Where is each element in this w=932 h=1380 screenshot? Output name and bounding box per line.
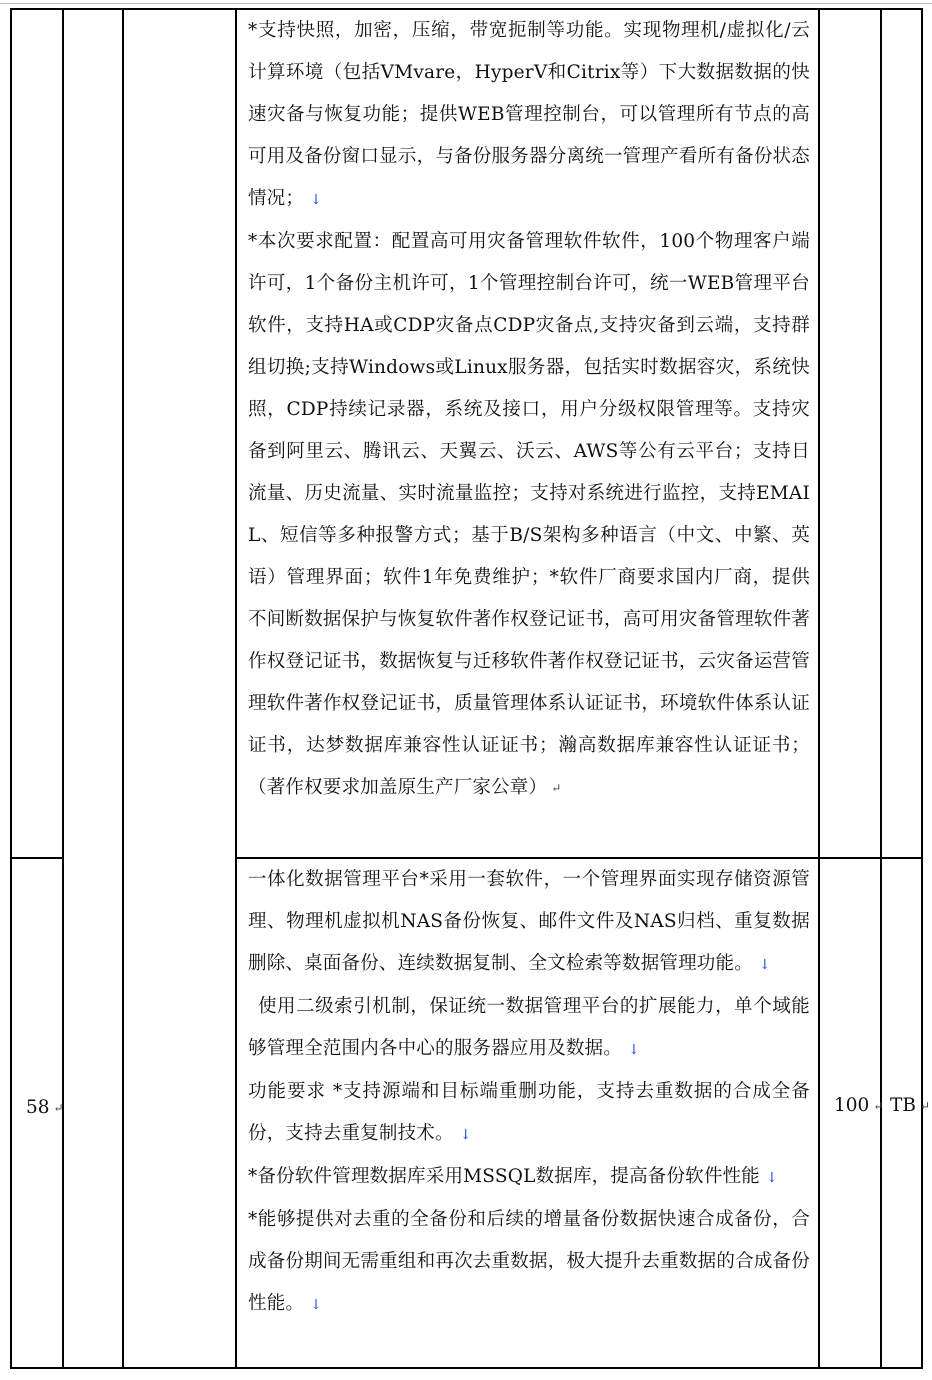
paragraph-arrow-icon: ↓: [765, 1170, 778, 1186]
table-border-bottom: [10, 1367, 923, 1369]
upper-paragraph-2-text: *本次要求配置：配置高可用灾备管理软件软件，100个物理客户端许可，1个备份主机许可，1个管理控制台许可，统一WEB管理平台软件，支持HA或CDP灾备点CDP灾备点,支持灾备到云端，支持群组切换;支持Windows或Linux服务器，包括实时数据容灾，系统快照，CDP持续记录器，系统及接口，用户分级权限管理等。支持灾备到阿里云、腾讯云、天翼云、沃云、AWS等公有云平台；支持日流量、历史流量、实时流量监控；支持对系统进行监控，支持EMAIL、短信等多种报警方式；基于B/S架构多种语言（中文、中繁、英语）管理界面；软件1年免费维护；*软件厂商要求国内厂商，提供不间断数据保护与恢复软件著作权登记证书，高可用灾备管理软件著作权登记证书，数据恢复与迁移软件著作权登记证书，云灾备运营管理软件著作权登记证书，质量管理体系认证证书，环境软件体系认证证书，达梦数据库兼容性认证证书；瀚高数据库兼容性认证证书；（著作权要求加盖原生产厂家公章）: [248, 231, 810, 798]
cell-end-icon: ↵: [873, 1099, 884, 1113]
row58-paragraph-2-text: 使用二级索引机制，保证统一数据管理平台的扩展能力，单个域能够管理全范围内各中心的服务器应用及数据。: [248, 996, 810, 1059]
upper-paragraph-1: [248, 10, 810, 221]
paragraph-arrow-icon: ↓: [459, 1127, 472, 1143]
table-border-col4: [818, 8, 820, 1369]
row58-paragraph-5: [248, 1199, 810, 1326]
paragraph-arrow-icon: ↓: [310, 192, 323, 208]
cell-end-icon: ↵: [53, 1101, 64, 1115]
unit-cell: [890, 1095, 930, 1116]
row58-paragraph-5-text: *能够提供对去重的全备份和后续的增量备份数据快速合成备份，合成备份期间无需重组和再次去重数据，极大提升去重数据的合成备份性能。: [248, 1209, 810, 1314]
paragraph-arrow-icon: ↓: [758, 957, 771, 973]
page-top-rule: [0, 3, 932, 4]
cell-end-icon: ↵: [551, 781, 562, 795]
row58-paragraph-3: [248, 1071, 810, 1156]
paragraph-arrow-icon: ↓: [310, 1297, 323, 1313]
row-58-description: [248, 859, 810, 1326]
row58-paragraph-4-text: *备份软件管理数据库采用MSSQL数据库，提高备份软件性能: [248, 1166, 760, 1187]
table-border-left: [10, 8, 12, 1369]
quantity-cell: [834, 1095, 883, 1116]
upper-paragraph-2: [248, 221, 810, 809]
table-border-col3: [235, 8, 237, 1369]
row-index-cell: [26, 1097, 64, 1118]
unit-value: TB: [890, 1095, 916, 1116]
table-border-col5: [880, 8, 882, 1369]
row58-paragraph-2: [248, 986, 810, 1071]
row58-paragraph-1: [248, 859, 810, 986]
row58-paragraph-3-text: 功能要求 *支持源端和目标端重删功能，支持去重数据的合成全备份，支持去重复制技术。: [248, 1081, 810, 1144]
row-divider-first-col: [10, 857, 64, 859]
table-border-col1: [62, 8, 64, 1369]
cell-end-icon: ↵: [919, 1099, 930, 1113]
upper-row-description: [248, 10, 810, 809]
table-border-col2: [122, 8, 124, 1369]
row58-paragraph-1-text: 一体化数据管理平台*采用一套软件，一个管理界面实现存储资源管理、物理机虚拟机NAS备份恢复、邮件文件及NAS归档、重复数据删除、桌面备份、连续数据复制、全文检索等数据管理功能。: [248, 869, 810, 974]
upper-paragraph-1-text: *支持快照，加密，压缩，带宽扼制等功能。实现物理机/虚拟化/云计算环境（包括VMvare，HyperV和Citrix等）下大数据数据的快速灾备与恢复功能；提供WEB管理控制台，可以管理所有节点的高可用及备份窗口显示，与备份服务器分离统一管理产看所有备份状态情况；: [248, 20, 810, 209]
table-border-right: [921, 8, 923, 1369]
row-index: 58: [26, 1097, 50, 1118]
row58-paragraph-4: [248, 1156, 810, 1199]
paragraph-arrow-icon: ↓: [628, 1042, 640, 1058]
quantity-value: 100: [834, 1095, 870, 1116]
